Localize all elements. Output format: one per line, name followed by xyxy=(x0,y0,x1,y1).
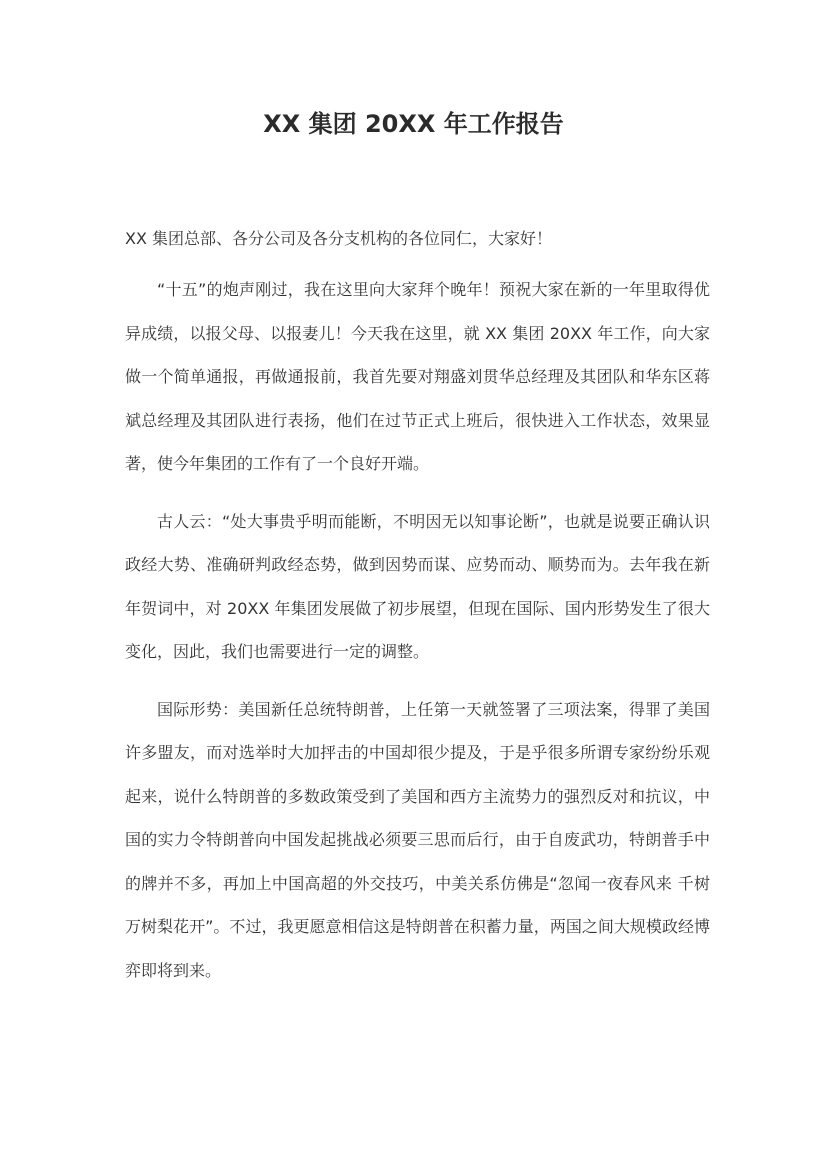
paragraph-international: 国际形势：美国新任总统特朗普，上任第一天就签署了三项法案，得罪了美国许多盟友，而对选举时大加抨击的中国却很少提及，于是乎很多所谓专家纷纷乐观起来，说什么特朗普的多数政策受到了美国和西方主流势力的强烈反对和抗议，中国的实力令特朗普向中国发起挑战必须要三思而后行，由于自废武功，特朗普手中的牌并不多，再加上中国高超的外交技巧，中美关系仿佛是“忽闻一夜春风来 千树万树梨花开”。不过，我更愿意相信这是特朗普在积蓄力量，两国之间大规模政经博弈即将到来。 xyxy=(125,699,710,980)
document-body xyxy=(125,224,710,1006)
greeting-line: XX 集团总部、各分公司及各分支机构的各位同仁，大家好！ xyxy=(125,229,553,248)
paragraph-situation: 古人云：“处大事贵乎明而能断，不明因无以知事论断”，也就是说要正确认识政经大势、准确研判政经态势，做到因势而谋、应势而动、顺势而为。去年我在新年贺词中，对 20XX 年集团发展做了初步展望，但现在国际、国内形势发生了很大变化，因此，我们也需要进行一定的调整。 xyxy=(125,511,710,661)
paragraph-new-year: “十五”的炮声刚过，我在这里向大家拜个晚年！预祝大家在新的一年里取得优异成绩，以报父母、以报妻儿！今天我在这里，就 XX 集团 20XX 年工作，向大家做一个简单通报，再做通报前，我首先要对翔盛刘贯华总经理及其团队和华东区蒋斌总经理及其团队进行表扬，他们在过节正式上班后，很快进入工作状态，效果显著，使今年集团的工作有了一个良好开端。 xyxy=(125,280,710,473)
document-title: XX 集团 20XX 年工作报告 xyxy=(263,110,564,138)
